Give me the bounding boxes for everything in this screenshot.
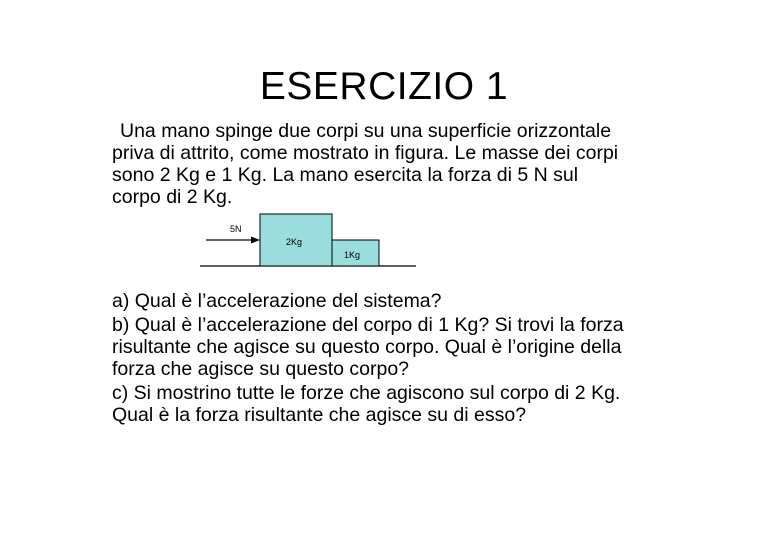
problem-line: sono 2 Kg e 1 Kg. La mano esercita la forza di 5 N sul (112, 164, 579, 186)
question-line: Qual è la forza risultante che agisce su di esso? (112, 404, 527, 426)
questions-list (112, 290, 712, 428)
problem-line: priva di attrito, come mostrato in figura. Le masse dei corpi (112, 142, 619, 164)
question-line: risultante che agisce su questo corpo. Qual è l’origine della (112, 336, 622, 358)
block-1kg-label: 1Kg (344, 250, 361, 260)
force-arrow-head (251, 237, 260, 244)
question-c (112, 382, 712, 426)
question-line: a) Qual è l’accelerazione del sistema? (112, 290, 442, 312)
slide-title: ESERCIZIO 1 (259, 65, 509, 108)
force-diagram (198, 212, 418, 270)
question-line: b) Qual è l’accelerazione del corpo di 1 Kg? Si trovi la forza (112, 314, 624, 336)
block-2kg-label: 2Kg (286, 237, 303, 247)
problem-line: corpo di 2 Kg. (112, 186, 233, 208)
question-line: forza che agisce su questo corpo? (112, 358, 410, 380)
question-b (112, 314, 712, 380)
question-line: c) Si mostrino tutte le forze che agiscono sul corpo di 2 Kg. (112, 382, 621, 404)
problem-line: Una mano spinge due corpi su una superficie orizzontale (120, 120, 612, 142)
question-a (112, 290, 712, 312)
force-label: 5N (230, 224, 242, 234)
force-diagram-svg (198, 212, 418, 270)
problem-statement (112, 120, 712, 208)
